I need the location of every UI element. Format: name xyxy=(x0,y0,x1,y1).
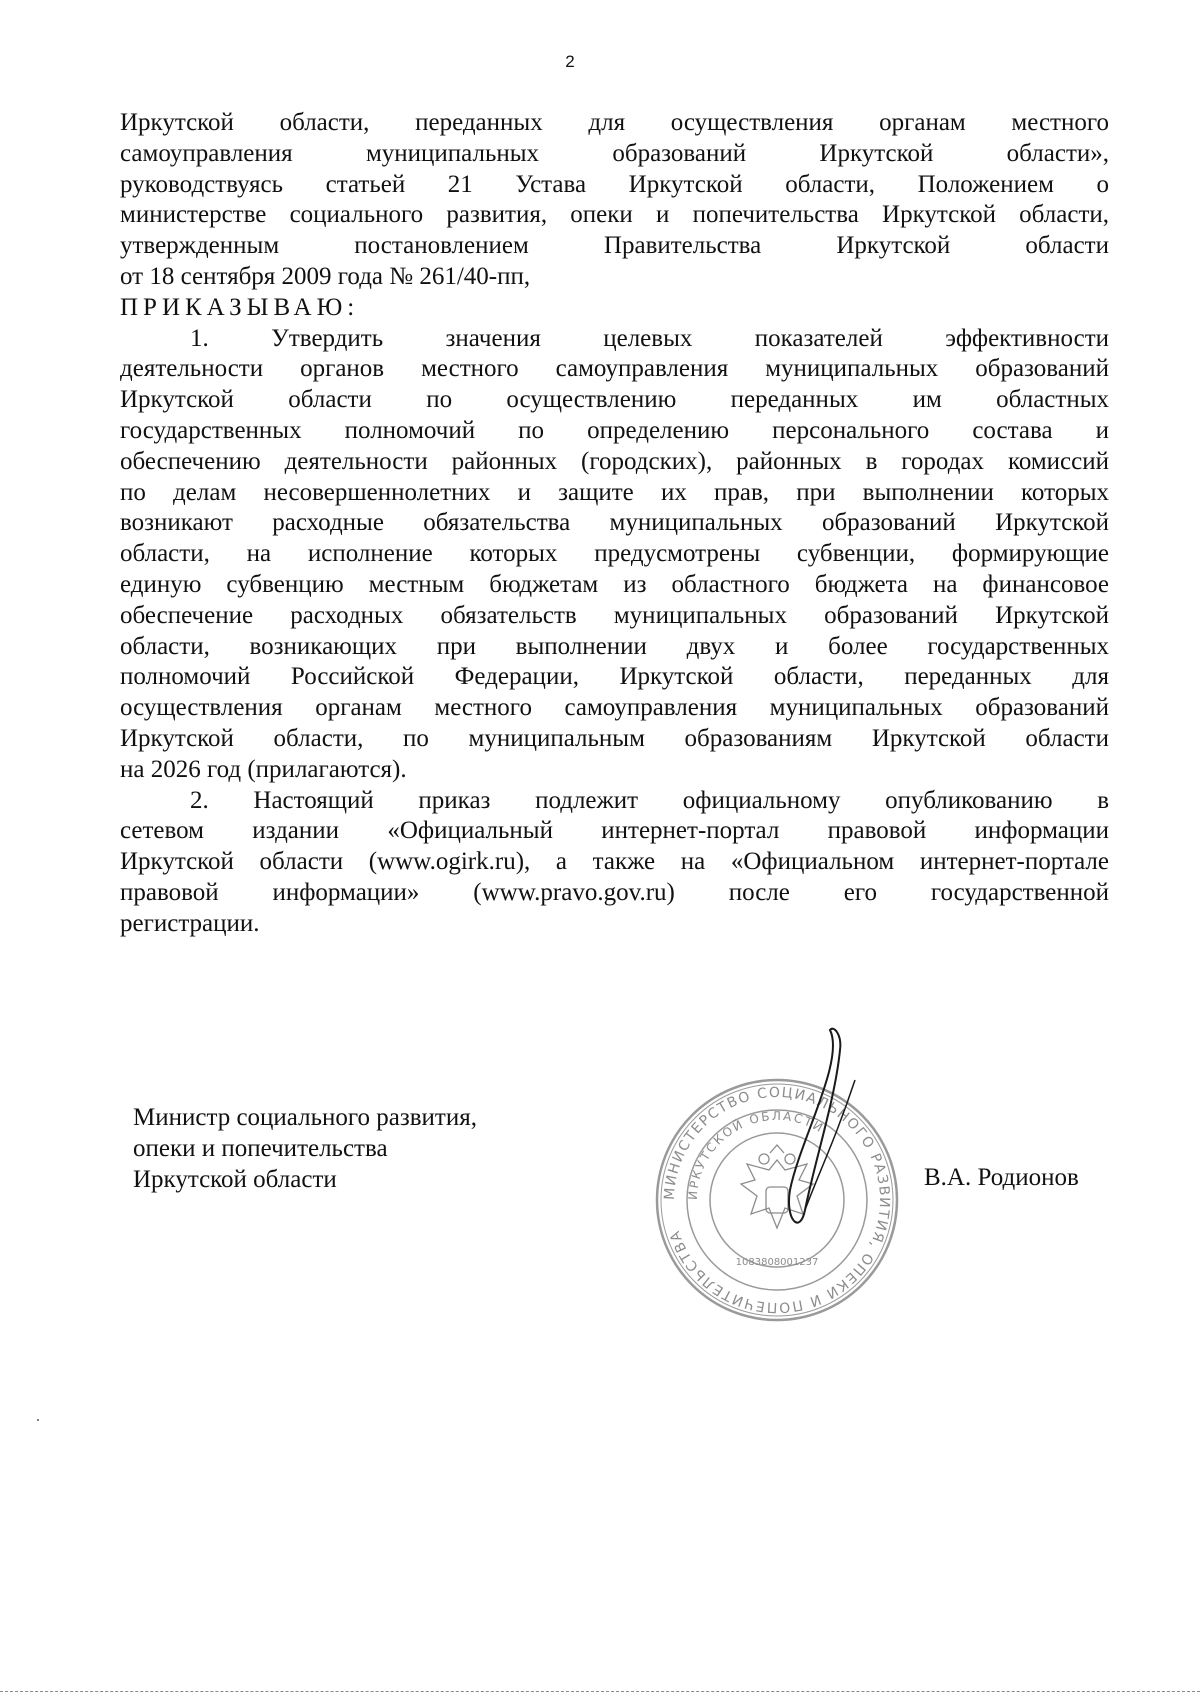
item-1-line: обеспечение расходных обязательств муниципальных образований Иркутской xyxy=(120,601,1109,629)
preamble-line: Иркутской области, переданных для осуществления органам местного xyxy=(120,109,1109,136)
order-body xyxy=(120,108,1109,940)
item-1-line: по делам несовершеннолетних и защите их прав, при выполнении которых xyxy=(120,478,1109,506)
item-1-line: деятельности органов местного самоуправления муниципальных образований xyxy=(120,355,1109,383)
preamble-line: от 18 сентября 2009 года № 261/40-пп, xyxy=(120,262,531,290)
item-1-line: полномочий Российской Федерации, Иркутской области, переданных для xyxy=(120,663,1109,691)
signatory-position-line: Иркутской области xyxy=(133,1166,337,1193)
handwritten-signature xyxy=(760,1020,880,1250)
signatory-position xyxy=(133,1102,477,1195)
item-1-line: 1. Утвердить значения целевых показателей эффективности xyxy=(190,324,1109,352)
signatory-position-line: Министр социального развития, xyxy=(133,1104,477,1131)
item-1-line: на 2026 год (прилагаются). xyxy=(120,755,407,783)
item-1-line: единую субвенцию местным бюджетам из областного бюджета на финансовое xyxy=(120,570,1109,598)
signatory-position-line: опеки и попечительства xyxy=(133,1135,388,1162)
order-word: ПРИКАЗЫВАЮ: xyxy=(120,293,360,321)
item-1-line: возникают расходные обязательства муниципальных образований Иркутской xyxy=(120,509,1109,537)
scan-edge-line xyxy=(0,1691,1200,1692)
item-1-line: осуществления органам местного самоуправления муниципальных образований xyxy=(120,694,1109,722)
item-2-line: сетевом издании «Официальный интернет-портал правовой информации xyxy=(120,817,1109,845)
preamble-line: министерстве социального развития, опеки и попечительства Иркутской области, xyxy=(120,201,1109,229)
preamble-line: самоуправления муниципальных образований Иркутской области», xyxy=(120,139,1109,167)
preamble-line: руководствуясь статьей 21 Устава Иркутской области, Положением о xyxy=(120,170,1109,198)
seal-number: 1083808001237 xyxy=(735,1257,819,1268)
item-1-line: обеспечению деятельности районных (городских), районных в городах комиссий xyxy=(120,447,1109,475)
seal-inner-text: ИРКУТСКОЙ ОБЛАСТИ xyxy=(685,1108,827,1201)
page-number: 2 xyxy=(565,52,575,71)
preamble-line: утвержденным постановлением Правительства Иркутской области xyxy=(120,232,1109,260)
item-1-line: области, на исполнение которых предусмотрены субвенции, формирующие xyxy=(120,540,1109,568)
item-1-line: области, возникающих при выполнении двух и более государственных xyxy=(120,632,1109,660)
item-1-line: Иркутской области по осуществлению переданных им областных xyxy=(120,386,1109,414)
item-2-line: правовой информации» (www.pravo.gov.ru) после его государственной xyxy=(120,878,1109,906)
item-2-line: Иркутской области (www.ogirk.ru), а также на «Официальном интернет-портале xyxy=(120,848,1109,876)
item-1-line: государственных полномочий по определению персонального состава и xyxy=(120,416,1109,444)
item-2-line: 2. Настоящий приказ подлежит официальному опубликованию в xyxy=(190,786,1109,814)
signatory-name: В.А. Родионов xyxy=(924,1164,1079,1191)
seal-outer-text: МИНИСТЕРСТВО СОЦИАЛЬНОГО РАЗВИТИЯ, ОПЕКИ И ПОПЕЧИТЕЛЬСТВА xyxy=(661,1084,893,1316)
scan-speck xyxy=(37,1419,39,1421)
item-1-line: Иркутской области, по муниципальным образованиям Иркутской области xyxy=(120,724,1109,752)
item-2-line: регистрации. xyxy=(120,909,260,937)
